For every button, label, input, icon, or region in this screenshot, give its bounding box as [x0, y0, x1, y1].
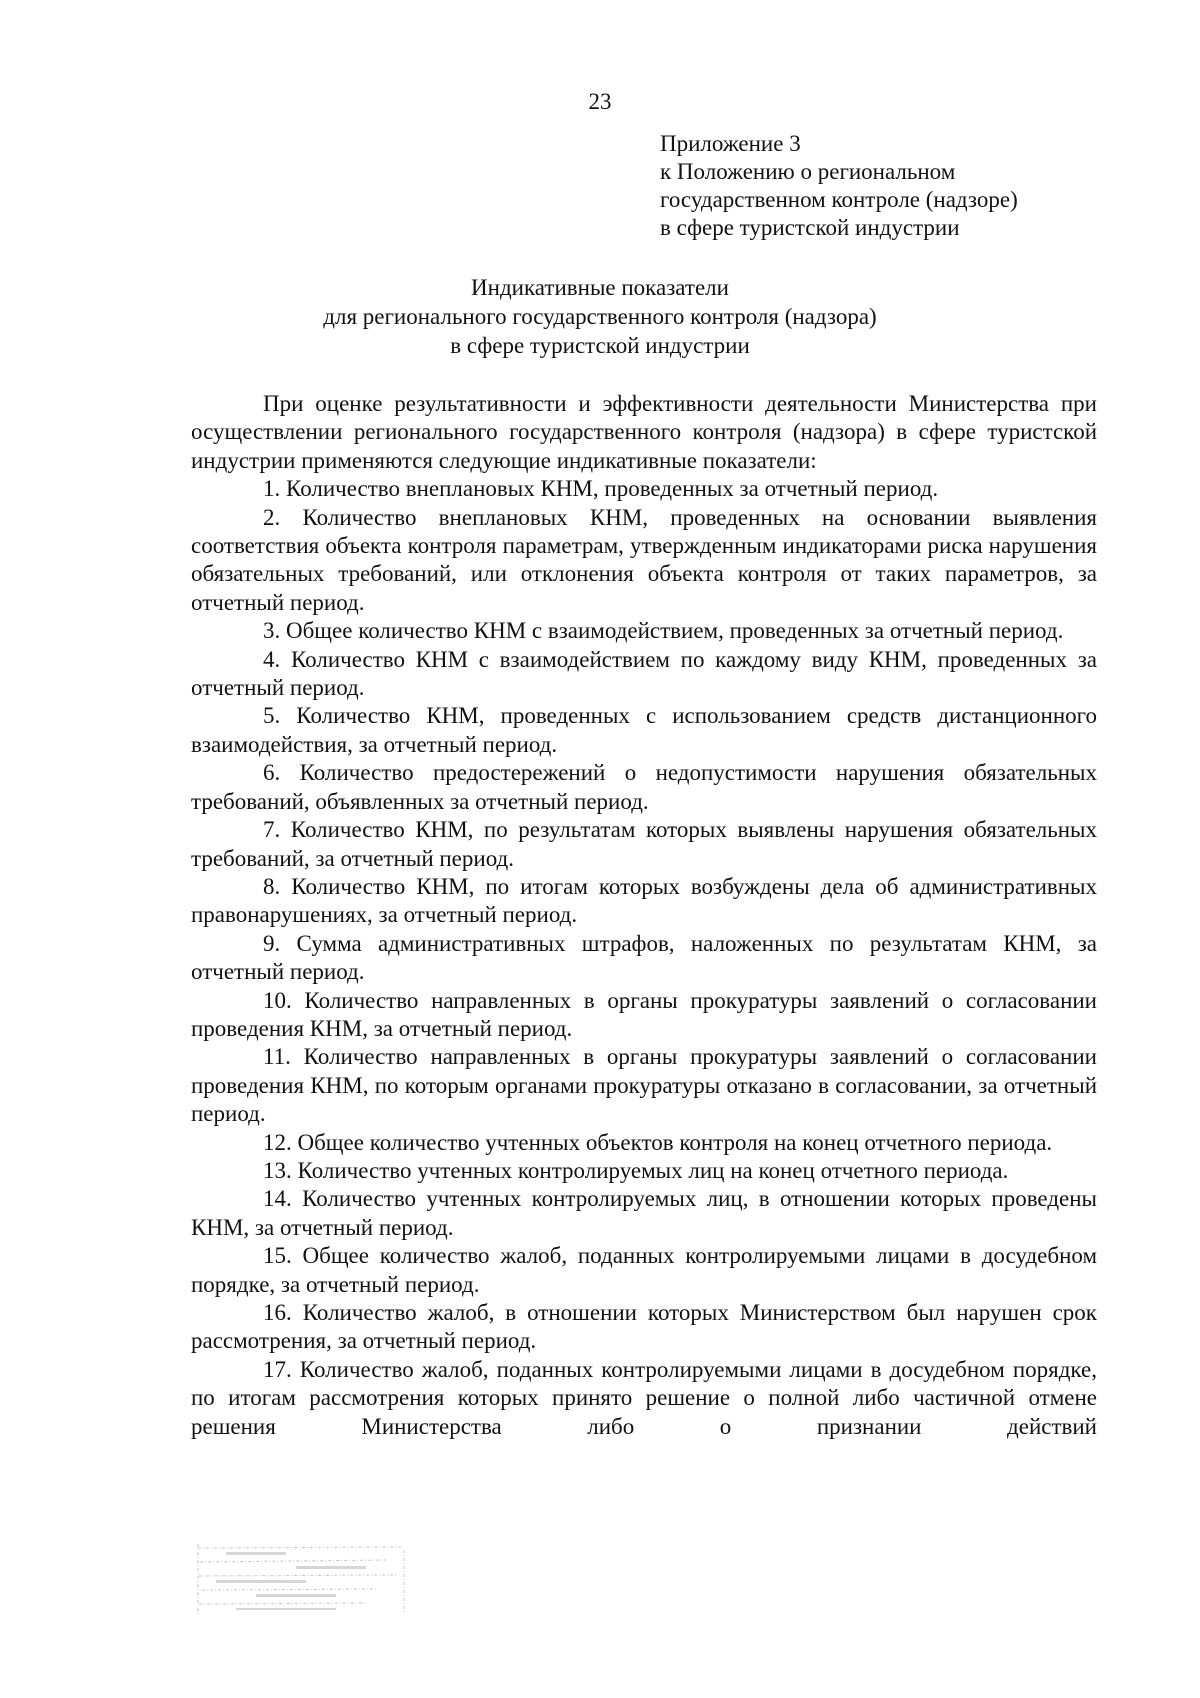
- indicator-item-11: 11. Количество направленных в органы прокуратуры заявлений о согласовании проведения КНМ, по которым органами прокуратуры отказано в согласовании, за отчетный период.: [191, 1044, 1097, 1127]
- indicator-item-8: 8. Количество КНМ, по итогам которых возбуждены дела об административных правонарушениях, за отчетный период.: [191, 873, 1097, 928]
- title-line: в сфере туристской индустрии: [450, 333, 750, 358]
- indicator-item-13: 13. Количество учтенных контролируемых лиц на конец отчетного периода.: [263, 1157, 1009, 1183]
- intro-paragraph: При оценке результативности и эффективности деятельности Министерства при осуществлении регионального государственного контроля (надзора) в сфере туристской индустрии применяются следующие индикативные показатели:: [191, 391, 1097, 473]
- title-line: для регионального государственного контроля (надзора): [323, 304, 877, 329]
- indicator-item-1: 1. Количество внеплановых КНМ, проведенных за отчетный период.: [263, 476, 939, 502]
- indicator-item-10: 10. Количество направленных в органы прокуратуры заявлений о согласовании проведения КНМ, за отчетный период.: [191, 987, 1097, 1041]
- indicator-item-14: 14. Количество учтенных контролируемых лиц, в отношении которых проведены КНМ, за отчетный период.: [191, 1186, 1097, 1240]
- indicator-item-12: 12. Общее количество учтенных объектов контроля на конец отчетного периода.: [263, 1129, 1053, 1155]
- indicator-item-5: 5. Количество КНМ, проведенных с использованием средств дистанционного взаимодействия, за отчетный период.: [191, 703, 1097, 757]
- indicator-item-3: 3. Общее количество КНМ с взаимодействием, проведенных за отчетный период.: [263, 618, 1064, 644]
- faded-stamp-mark: [196, 1542, 410, 1620]
- title-line: Индикативные показатели: [471, 275, 729, 300]
- appendix-line: в сфере туристской индустрии: [660, 215, 960, 240]
- document-title: [0, 273, 1200, 360]
- indicator-item-9: 9. Сумма административных штрафов, наложенных по результатам КНМ, за отчетный период.: [191, 930, 1097, 985]
- page-number: 23: [588, 89, 612, 114]
- indicator-item-4: 4. Количество КНМ с взаимодействием по каждому виду КНМ, проведенных за отчетный период.: [191, 646, 1097, 701]
- appendix-header: [660, 130, 1100, 242]
- indicator-item-15: 15. Общее количество жалоб, поданных контролируемыми лицами в досудебном порядке, за отчетный период.: [191, 1243, 1097, 1297]
- document-body: [191, 390, 1097, 1441]
- indicator-item-6: 6. Количество предостережений о недопустимости нарушения обязательных требований, объявленных за отчетный период.: [191, 760, 1097, 814]
- appendix-line: Приложение 3: [660, 131, 801, 156]
- indicator-item-16: 16. Количество жалоб, в отношении которых Министерством был нарушен срок рассмотрения, за отчетный период.: [191, 1300, 1097, 1354]
- indicator-item-7: 7. Количество КНМ, по результатам которых выявлены нарушения обязательных требований, за отчетный период.: [191, 817, 1097, 871]
- indicator-item-17: 17. Количество жалоб, поданных контролируемыми лицами в досудебном порядке, по итогам рассмотрения которых принято решение о полной либо частичной отмене решения Министерства либо о признании действий: [191, 1356, 1097, 1439]
- appendix-line: государственном контроле (надзоре): [660, 187, 1018, 212]
- appendix-line: к Положению о региональном: [660, 159, 956, 184]
- indicator-item-2: 2. Количество внеплановых КНМ, проведенных на основании выявления соответствия объекта контроля параметрам, утвержденным индикаторами риска нарушения обязательных требований, или отклонения объекта контроля от таких параметров, за отчетный период.: [191, 504, 1097, 615]
